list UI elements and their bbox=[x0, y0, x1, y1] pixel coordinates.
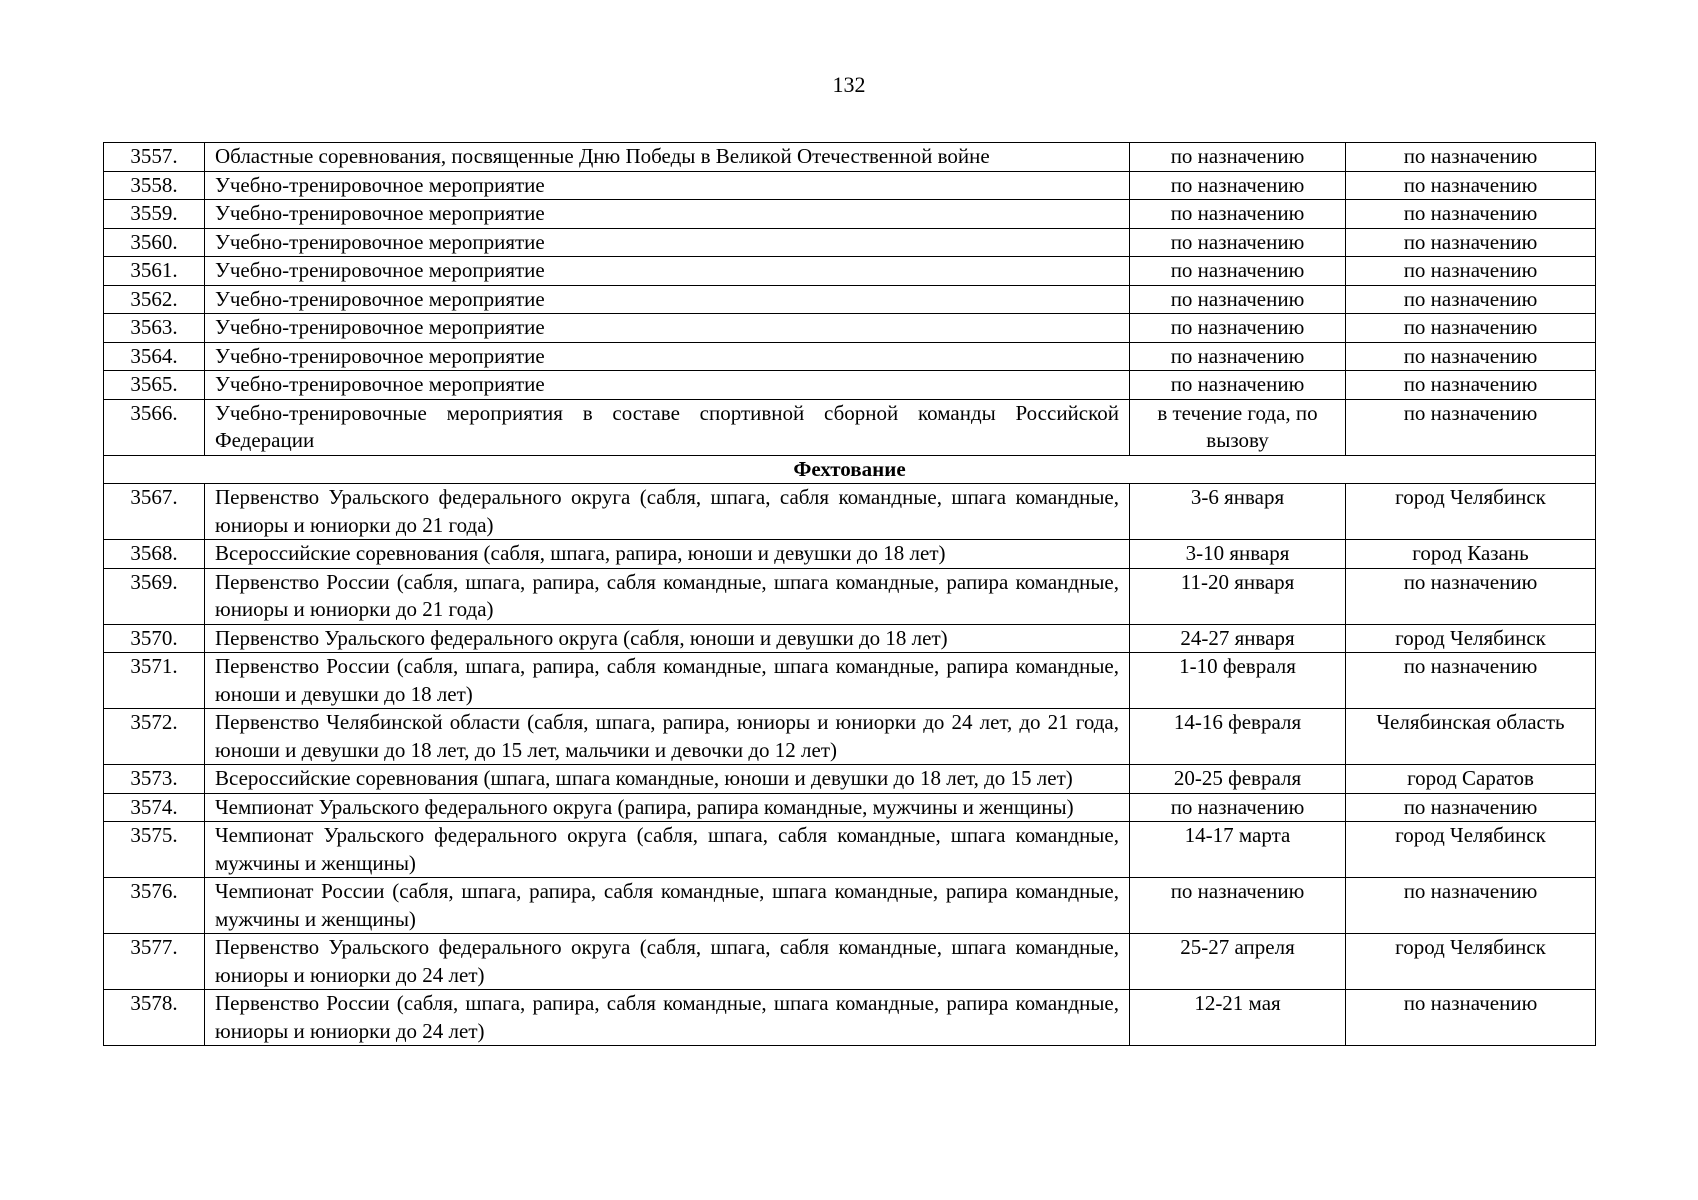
row-number: 3577. bbox=[104, 934, 205, 990]
table-row bbox=[104, 228, 1596, 257]
event-name: Первенство Уральского федерального округа (сабля, шпага, сабля командные, шпага командные, юниоры и юниорки до 24 лет) bbox=[205, 934, 1130, 990]
event-place: по назначению bbox=[1346, 228, 1596, 257]
table-row bbox=[104, 624, 1596, 653]
event-name: Областные соревнования, посвященные Дню Победы в Великой Отечественной войне bbox=[205, 143, 1130, 172]
events-table-body bbox=[104, 143, 1596, 1046]
table-row bbox=[104, 765, 1596, 794]
event-place: по назначению bbox=[1346, 342, 1596, 371]
table-row bbox=[104, 709, 1596, 765]
event-name: Учебно-тренировочные мероприятия в составе спортивной сборной команды Российской Федерации bbox=[205, 399, 1130, 455]
event-date: 1-10 февраля bbox=[1130, 653, 1346, 709]
event-date: 14-16 февраля bbox=[1130, 709, 1346, 765]
table-row bbox=[104, 143, 1596, 172]
event-name: Первенство России (сабля, шпага, рапира, сабля командные, шпага командные, рапира командные, юниоры и юниорки до 21 года) bbox=[205, 568, 1130, 624]
row-number: 3578. bbox=[104, 990, 205, 1046]
event-name: Первенство России (сабля, шпага, рапира, сабля командные, шпага командные, рапира командные, юноши и девушки до 18 лет) bbox=[205, 653, 1130, 709]
event-place: Челябинская область bbox=[1346, 709, 1596, 765]
event-place: по назначению bbox=[1346, 143, 1596, 172]
row-number: 3557. bbox=[104, 143, 205, 172]
table-row bbox=[104, 568, 1596, 624]
event-place: по назначению bbox=[1346, 653, 1596, 709]
event-name: Первенство Челябинской области (сабля, шпага, рапира, юниоры и юниорки до 24 лет, до 21 года, юноши и девушки до 18 лет, до 15 лет, мальчики и девочки до 12 лет) bbox=[205, 709, 1130, 765]
event-place: по назначению bbox=[1346, 399, 1596, 455]
row-number: 3569. bbox=[104, 568, 205, 624]
event-date: 11-20 января bbox=[1130, 568, 1346, 624]
section-header-row bbox=[104, 455, 1596, 484]
events-table bbox=[103, 142, 1596, 1046]
event-date: по назначению bbox=[1130, 171, 1346, 200]
event-place: город Челябинск bbox=[1346, 822, 1596, 878]
event-place: по назначению bbox=[1346, 257, 1596, 286]
event-place: по назначению bbox=[1346, 285, 1596, 314]
row-number: 3566. bbox=[104, 399, 205, 455]
event-place: по назначению bbox=[1346, 371, 1596, 400]
event-date: 12-21 мая bbox=[1130, 990, 1346, 1046]
event-date: по назначению bbox=[1130, 314, 1346, 343]
row-number: 3575. bbox=[104, 822, 205, 878]
event-name: Учебно-тренировочное мероприятие bbox=[205, 257, 1130, 286]
event-place: город Челябинск bbox=[1346, 624, 1596, 653]
row-number: 3568. bbox=[104, 540, 205, 569]
row-number: 3564. bbox=[104, 342, 205, 371]
event-date: по назначению bbox=[1130, 878, 1346, 934]
event-date: по назначению bbox=[1130, 200, 1346, 229]
event-name: Чемпионат России (сабля, шпага, рапира, сабля командные, шпага командные, рапира командные, мужчины и женщины) bbox=[205, 878, 1130, 934]
event-name: Учебно-тренировочное мероприятие bbox=[205, 314, 1130, 343]
event-place: по назначению bbox=[1346, 171, 1596, 200]
event-name: Учебно-тренировочное мероприятие bbox=[205, 285, 1130, 314]
event-place: по назначению bbox=[1346, 200, 1596, 229]
event-name: Чемпионат Уральского федерального округа (рапира, рапира командные, мужчины и женщины) bbox=[205, 793, 1130, 822]
event-date: 25-27 апреля bbox=[1130, 934, 1346, 990]
row-number: 3572. bbox=[104, 709, 205, 765]
row-number: 3576. bbox=[104, 878, 205, 934]
event-place: город Челябинск bbox=[1346, 484, 1596, 540]
event-date: 3-10 января bbox=[1130, 540, 1346, 569]
event-date: в течение года, по вызову bbox=[1130, 399, 1346, 455]
event-place: по назначению bbox=[1346, 793, 1596, 822]
row-number: 3560. bbox=[104, 228, 205, 257]
row-number: 3567. bbox=[104, 484, 205, 540]
table-row bbox=[104, 653, 1596, 709]
table-row bbox=[104, 285, 1596, 314]
table-row bbox=[104, 371, 1596, 400]
event-date: по назначению bbox=[1130, 285, 1346, 314]
event-name: Учебно-тренировочное мероприятие bbox=[205, 171, 1130, 200]
event-date: по назначению bbox=[1130, 228, 1346, 257]
event-place: город Казань bbox=[1346, 540, 1596, 569]
table-row bbox=[104, 878, 1596, 934]
event-date: 14-17 марта bbox=[1130, 822, 1346, 878]
table-row bbox=[104, 200, 1596, 229]
event-name: Чемпионат Уральского федерального округа (сабля, шпага, сабля командные, шпага командные, мужчины и женщины) bbox=[205, 822, 1130, 878]
row-number: 3559. bbox=[104, 200, 205, 229]
table-row bbox=[104, 822, 1596, 878]
row-number: 3562. bbox=[104, 285, 205, 314]
event-place: по назначению bbox=[1346, 314, 1596, 343]
event-date: по назначению bbox=[1130, 342, 1346, 371]
row-number: 3565. bbox=[104, 371, 205, 400]
row-number: 3574. bbox=[104, 793, 205, 822]
event-place: город Саратов bbox=[1346, 765, 1596, 794]
row-number: 3573. bbox=[104, 765, 205, 794]
section-title: Фехтование bbox=[104, 455, 1596, 484]
event-date: по назначению bbox=[1130, 793, 1346, 822]
event-name: Первенство России (сабля, шпага, рапира, сабля командные, шпага командные, рапира командные, юниоры и юниорки до 24 лет) bbox=[205, 990, 1130, 1046]
event-name: Всероссийские соревнования (сабля, шпага, рапира, юноши и девушки до 18 лет) bbox=[205, 540, 1130, 569]
table-row bbox=[104, 990, 1596, 1046]
event-date: 24-27 января bbox=[1130, 624, 1346, 653]
table-row bbox=[104, 171, 1596, 200]
table-row bbox=[104, 540, 1596, 569]
page-number: 132 bbox=[832, 72, 866, 97]
table-row bbox=[104, 257, 1596, 286]
row-number: 3561. bbox=[104, 257, 205, 286]
event-place: по назначению bbox=[1346, 990, 1596, 1046]
event-place: по назначению bbox=[1346, 568, 1596, 624]
event-name: Учебно-тренировочное мероприятие bbox=[205, 342, 1130, 371]
event-date: 3-6 января bbox=[1130, 484, 1346, 540]
event-date: по назначению bbox=[1130, 257, 1346, 286]
event-date: по назначению bbox=[1130, 371, 1346, 400]
event-name: Учебно-тренировочное мероприятие bbox=[205, 200, 1130, 229]
event-name: Учебно-тренировочное мероприятие bbox=[205, 371, 1130, 400]
event-name: Первенство Уральского федерального округа (сабля, шпага, сабля командные, шпага командные, юниоры и юниорки до 21 года) bbox=[205, 484, 1130, 540]
row-number: 3563. bbox=[104, 314, 205, 343]
event-date: 20-25 февраля bbox=[1130, 765, 1346, 794]
row-number: 3571. bbox=[104, 653, 205, 709]
event-place: город Челябинск bbox=[1346, 934, 1596, 990]
table-row bbox=[104, 399, 1596, 455]
row-number: 3558. bbox=[104, 171, 205, 200]
event-name: Учебно-тренировочное мероприятие bbox=[205, 228, 1130, 257]
event-place: по назначению bbox=[1346, 878, 1596, 934]
table-row bbox=[104, 314, 1596, 343]
event-name: Всероссийские соревнования (шпага, шпага командные, юноши и девушки до 18 лет, до 15 лет) bbox=[205, 765, 1130, 794]
row-number: 3570. bbox=[104, 624, 205, 653]
event-name: Первенство Уральского федерального округа (сабля, юноши и девушки до 18 лет) bbox=[205, 624, 1130, 653]
event-date: по назначению bbox=[1130, 143, 1346, 172]
table-row bbox=[104, 934, 1596, 990]
table-row bbox=[104, 793, 1596, 822]
table-row bbox=[104, 342, 1596, 371]
table-row bbox=[104, 484, 1596, 540]
